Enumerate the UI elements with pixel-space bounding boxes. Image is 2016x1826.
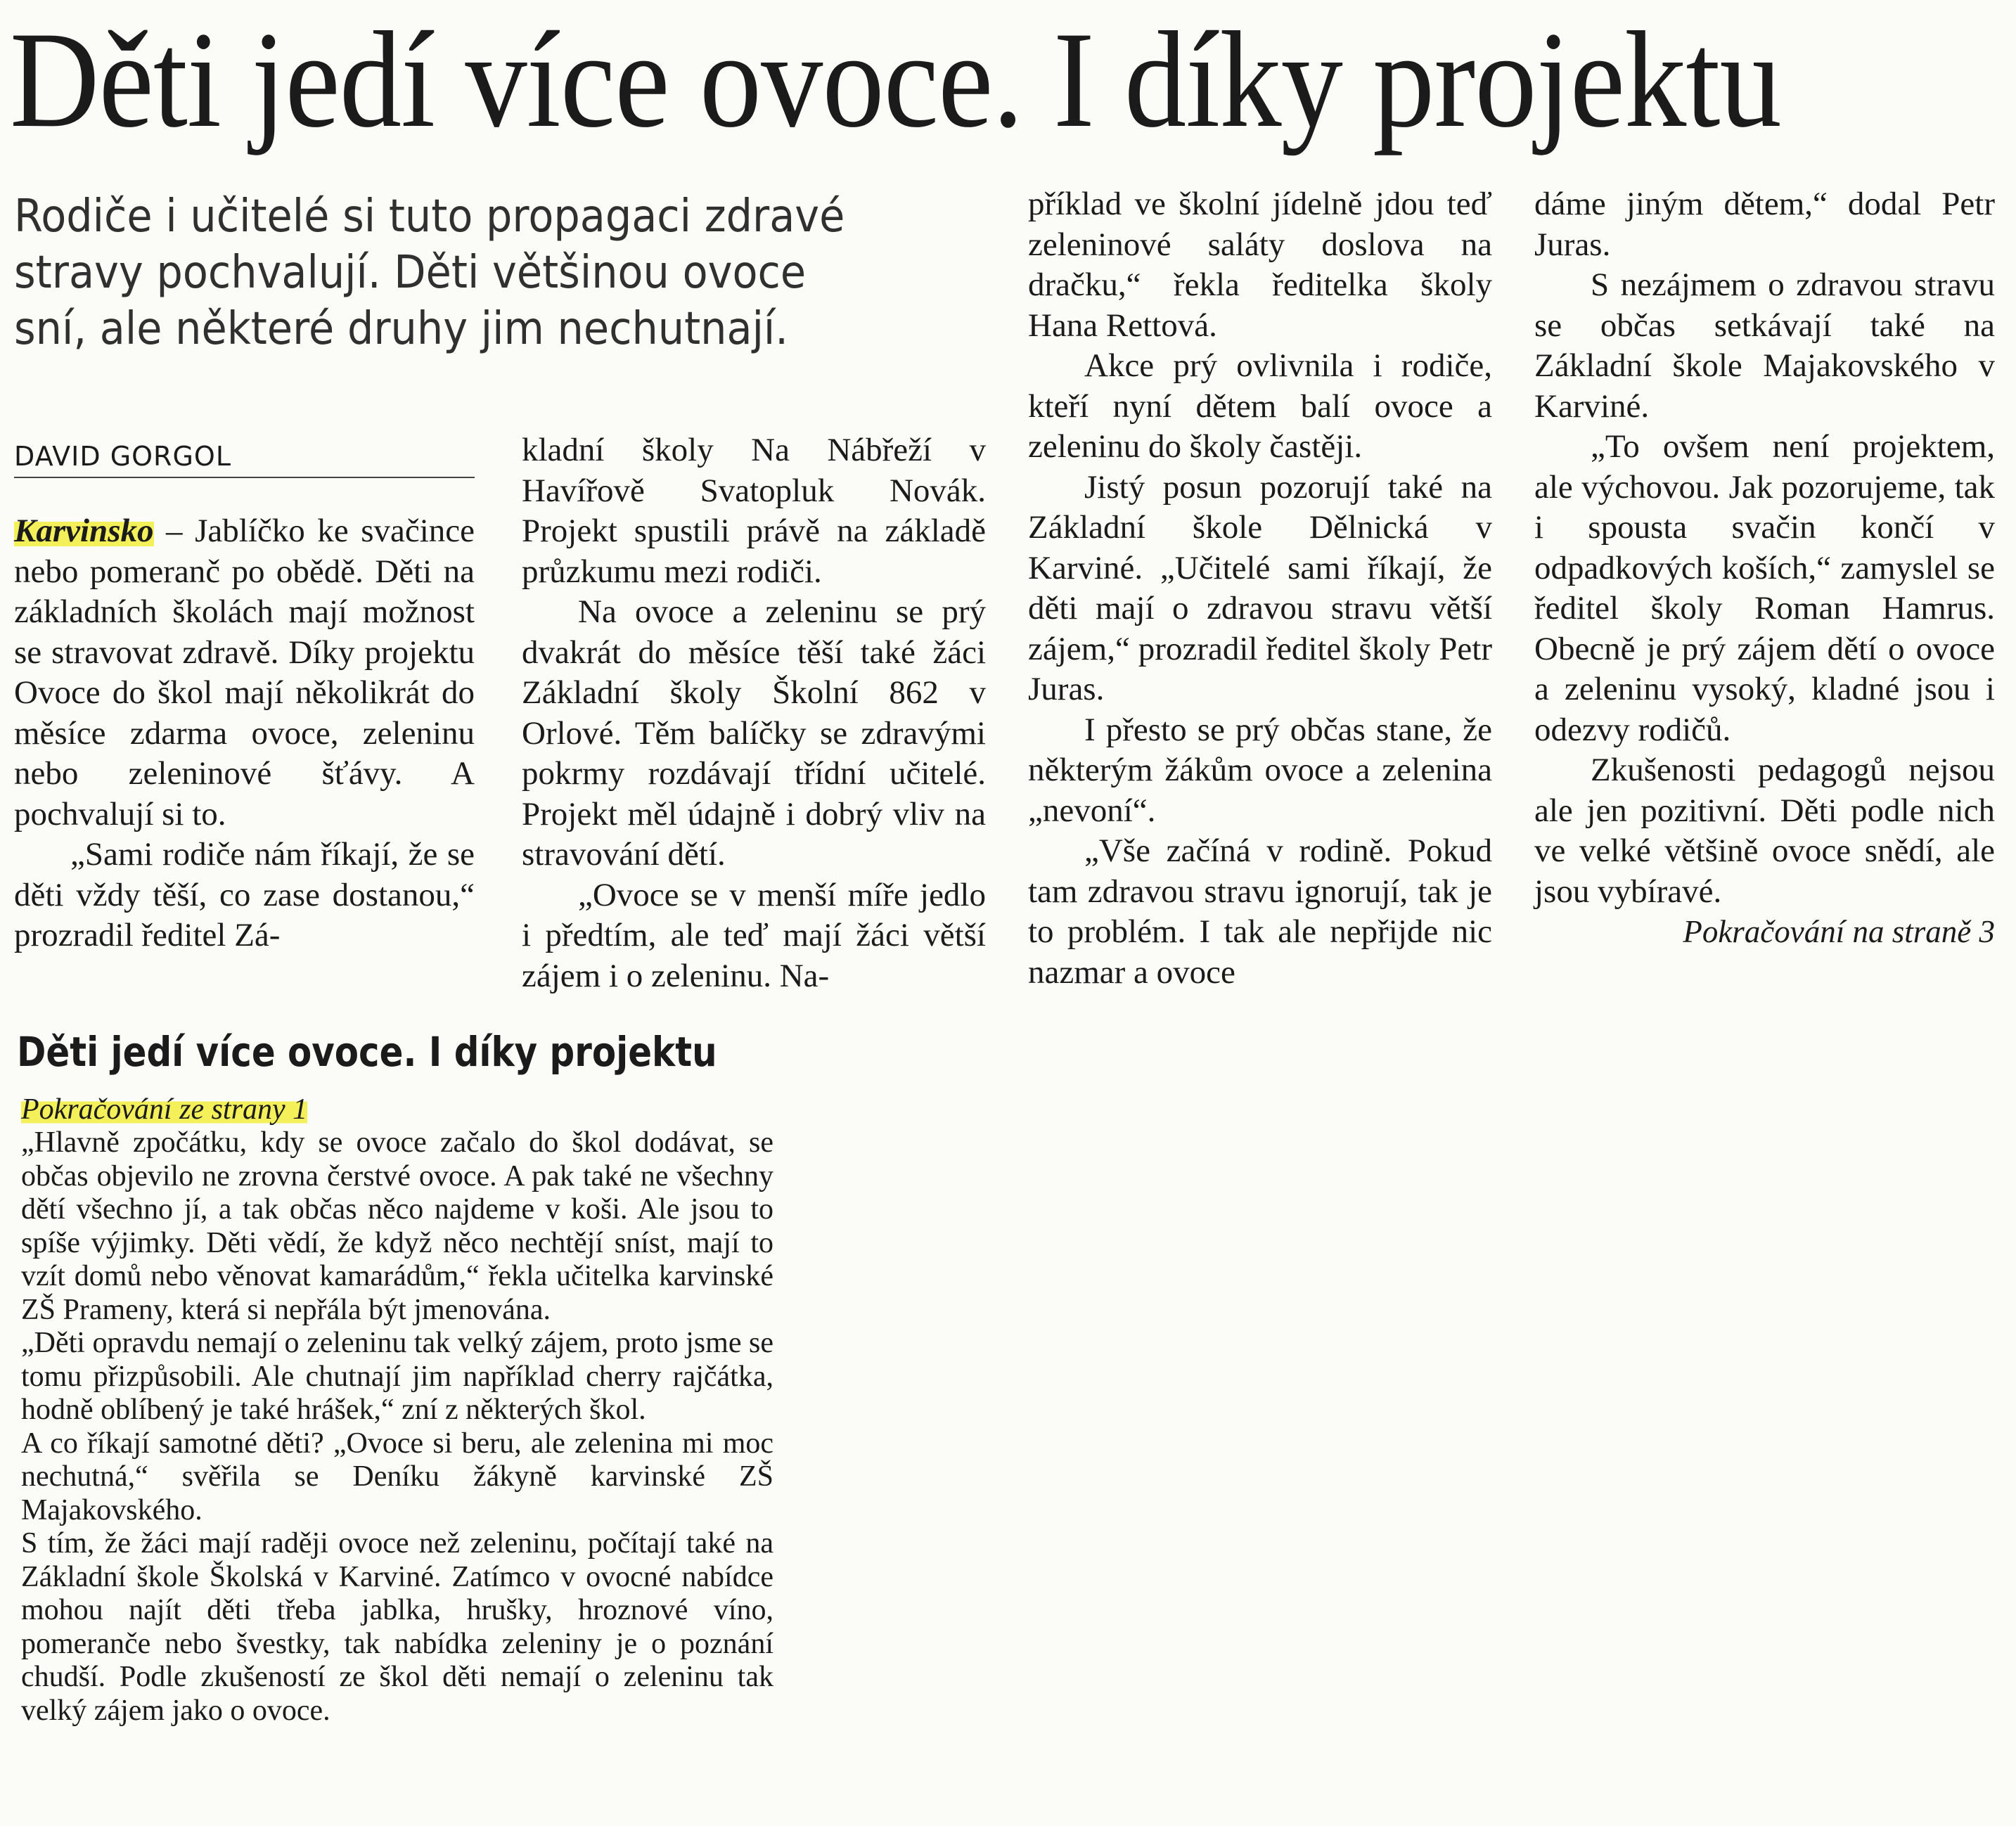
paragraph: kladní školy Na Nábřeží v Havířově Svatopluk Novák. Projekt spustili právě na základě průzkumu mezi rodiči.	[522, 432, 986, 590]
continuation-headline: Děti jedí více ovoce. I díky projektu	[17, 1028, 717, 1076]
paragraph: I přesto se prý občas stane, že některým žákům ovoce a zelenina „nevoní“.	[1028, 711, 1492, 829]
paragraph: „Děti opravdu nemají o zeleninu tak velký zájem, proto jsme se tomu přizpůsobili. Ale chutnají jim například cherry rajčátka, hodně oblíbený je také hrášek,“ zní z některých škol.	[21, 1327, 773, 1426]
dateline: Karvinsko	[14, 513, 154, 549]
paragraph: S nezájmem o zdravou stravu se občas setkávají také na Základní škole Majakovského v Karviné.	[1534, 266, 1995, 425]
paragraph: A co říkají samotné děti? „Ovoce si beru, ale zelenina mi moc nechutná,“ svěřila se Deníku žákyně karvinské ZŠ Majakovského.	[21, 1427, 773, 1526]
article-column-4	[1534, 184, 1995, 952]
paragraph: Na ovoce a zeleninu se prý dvakrát do měsíce těší také žáci Základní školy Školní 862 v Orlové. Těm balíčky se zdravými pokrmy rozdávají třídní učitelé. Projekt měl údajně i dobrý vliv na stravování dětí.	[522, 593, 986, 873]
deck-subtitle: Rodiče i učitelé si tuto propagaci zdravé stravy pochvalují. Děti většinou ovoce sní, ale některé druhy jim nechutnají.	[14, 191, 845, 355]
paragraph: „To ovšem není projektem, ale výchovou. Jak pozorujeme, tak i spousta svačin končí v odpadkových koších,“ zamyslel se ředitel školy Roman Hamrus. Obecně je prý zájem dětí o ovoce a zeleninu vysoký, kladné jsou i odezvy rodičů.	[1534, 428, 1995, 748]
article-column-1	[14, 511, 475, 956]
paragraph: „Ovoce se v menší míře jedlo i předtím, ale teď mají žáci větší zájem i o zeleninu. Na-	[522, 876, 986, 994]
continuation-note	[21, 1091, 307, 1128]
article-column-2	[522, 430, 986, 996]
lead-text: – Jablíčko ke svačince nebo pomeranč po obědě. Děti na základních školách mají možnost se stravovat zdravě. Díky projektu Ovoce do škol mají několikrát do měsíce zdarma ovoce, zeleninu nebo zeleninové šťávy. A pochvalují si to.	[14, 513, 475, 832]
paragraph: „Sami rodiče nám říkají, že se děti vždy těší, co zase dostanou,“ prozradil ředitel Zá-	[14, 836, 475, 953]
byline: DAVID GORGOL	[14, 439, 475, 478]
continuation-body	[21, 1126, 773, 1728]
paragraph: S tím, že žáci mají raději ovoce než zeleninu, počítají také na Základní škole Školská v Karviné. Zatímco v ovocné nabídce mohou najít děti třeba jablka, hrušky, hroznové víno, pomeranče nebo švestky, tak nabídka zeleniny je o poznání chudší. Podle zkušeností ze škol děti nemají o zeleninu tak velký zájem jako o ovoce.	[21, 1527, 773, 1727]
paragraph: příklad ve školní jídelně jdou teď zeleninové saláty doslova na dračku,“ řekla ředitelka školy Hana Rettová.	[1028, 186, 1492, 344]
paragraph: Zkušenosti pedagogů nejsou ale jen pozitivní. Děti podle nich ve velké většině ovoce snědí, ale jsou vybíravé.	[1534, 752, 1995, 910]
continued-note: Pokračování na straně 3	[1683, 914, 1995, 949]
paragraph: „Hlavně zpočátku, kdy se ovoce začalo do škol dodávat, se občas objevilo ne zrovna čerstvé ovoce. A pak také ne všechny dětí všechno jí, a tak občas něco najdeme v koši. Ale jsou to spíše výjimky. Děti vědí, že když něco nechtějí sníst, mají to vzít domů nebo věnovat kamarádům,“ řekla učitelka karvinské ZŠ Prameny, která si nepřála být jmenována.	[21, 1126, 773, 1326]
paragraph: dáme jiným dětem,“ dodal Petr Juras.	[1534, 186, 1995, 263]
lead-paragraph	[14, 511, 475, 835]
continuation-note-text: Pokračování ze strany 1	[21, 1093, 308, 1126]
headline: Děti jedí více ovoce. I díky projektu	[10, 4, 1781, 156]
paragraph: Akce prý ovlivnila i rodiče, kteří nyní dětem balí ovoce a zeleninu do školy častěji.	[1028, 347, 1492, 465]
article-column-3	[1028, 184, 1492, 993]
paragraph: „Vše začíná v rodině. Pokud tam zdravou stravu ignorují, tak je to problém. I tak ale nepřijde nic nazmar a ovoce	[1028, 832, 1492, 991]
paragraph: Jistý posun pozorují také na Základní škole Dělnická v Karviné. „Učitelé sami říkají, že děti mají o zdravou stravu větší zájem,“ prozradil ředitel školy Petr Juras.	[1028, 468, 1492, 707]
